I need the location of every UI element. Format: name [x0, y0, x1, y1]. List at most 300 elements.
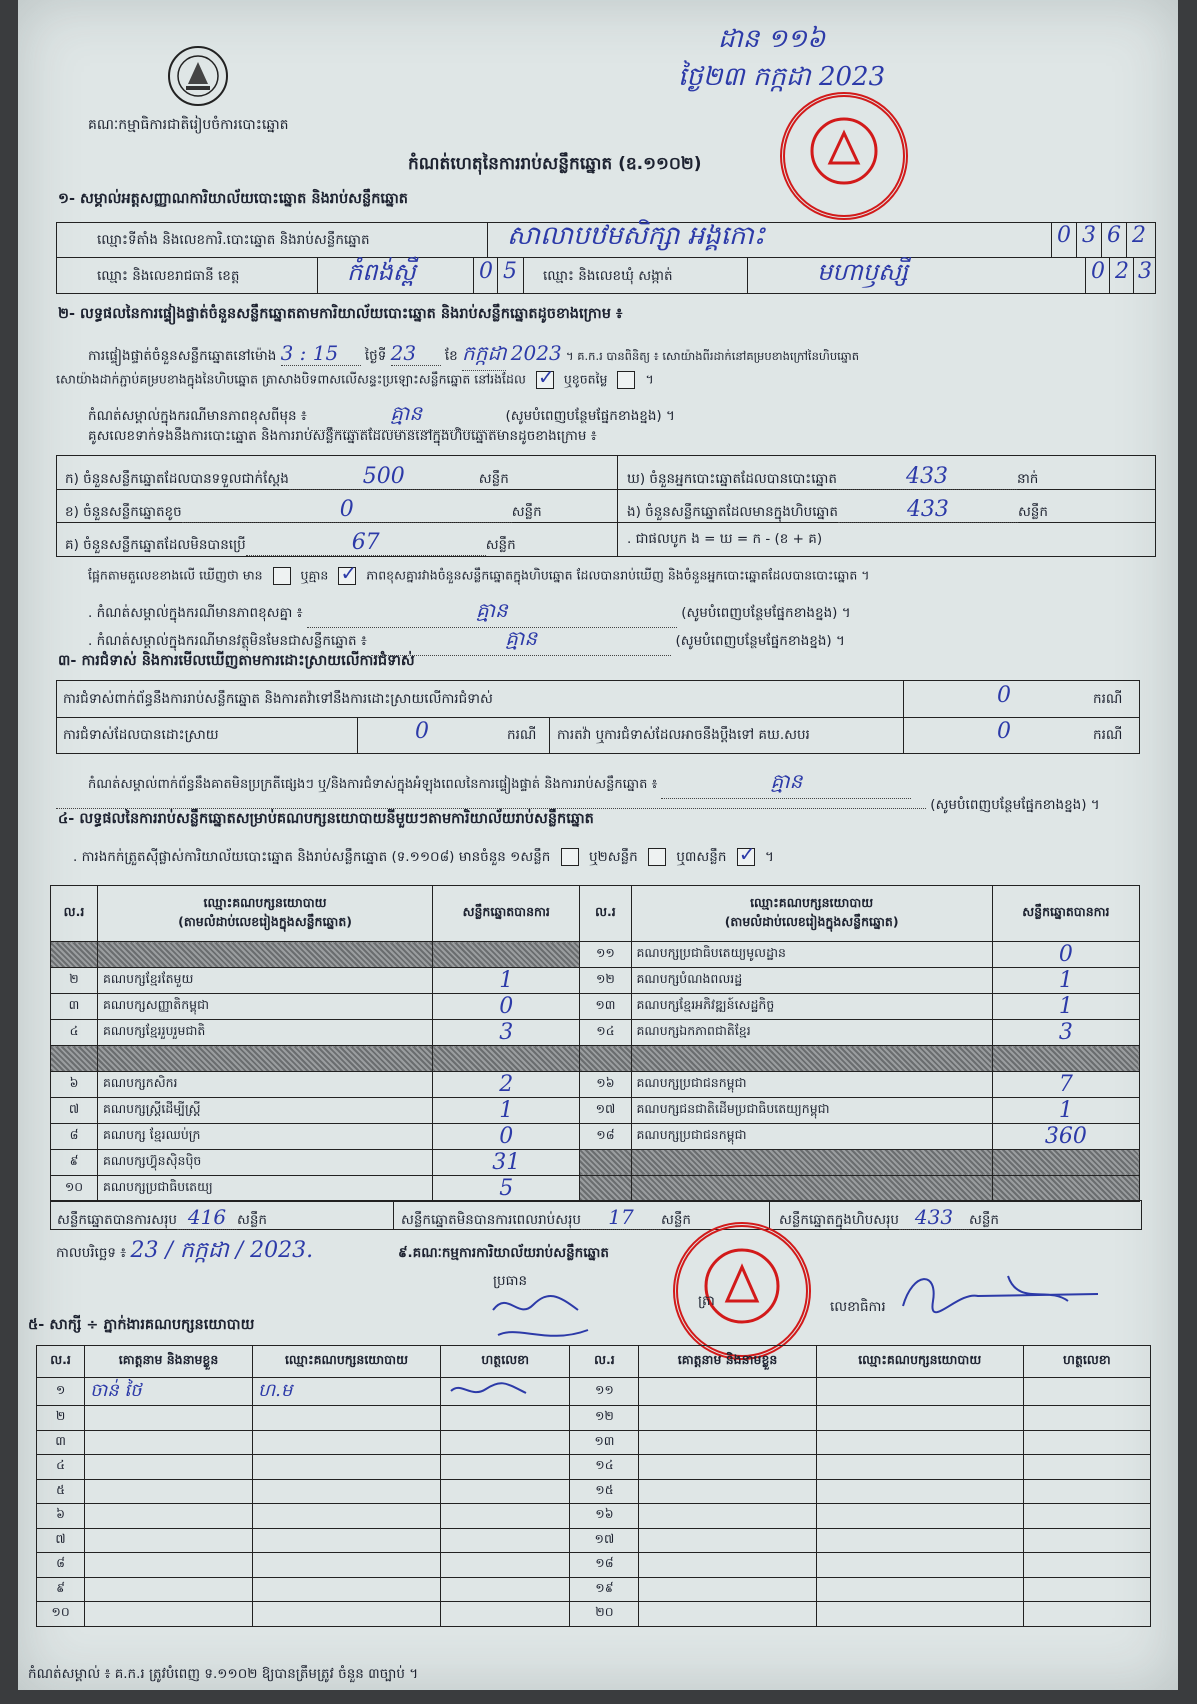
witness-name-cell[interactable]: [639, 1455, 816, 1480]
witness-no-cell: ១០: [37, 1602, 85, 1627]
party-votes-cell: 0: [433, 1123, 580, 1149]
total-in-box-label: សន្លឹកឆ្នោតក្នុងហិបសរុប: [779, 1212, 899, 1228]
witness-party-cell[interactable]: [816, 1528, 1023, 1553]
party-votes-cell: 31: [433, 1149, 580, 1175]
three-sheet-label: ឬ៣សន្លឹក: [676, 849, 727, 865]
discrepancy-yes-checkbox[interactable]: [273, 567, 291, 585]
foreign-object-label: . កំណត់សម្គាល់ក្នុងករណីមានវត្ថុមិនមែនជាសន្លឹកឆ្នោត ៖: [88, 633, 367, 649]
witness-no-cell: ១៤: [570, 1455, 639, 1480]
witness-name-cell[interactable]: [639, 1553, 816, 1578]
party-votes-cell: [992, 1175, 1139, 1201]
w-col-name-right: គោត្តនាម និងនាមខ្លួន: [639, 1346, 816, 1378]
witness-sign-cell[interactable]: [1023, 1479, 1150, 1504]
count-c-label: គ) ចំនួនសន្លឹកឆ្នោតដែលមិនបានប្រើ: [65, 537, 246, 553]
result-row: [51, 942, 1140, 968]
witness-row: [37, 1455, 1151, 1480]
verification-month: កក្កដា: [462, 340, 506, 371]
count-d-value: 433: [837, 464, 1017, 490]
seal-label: ត្រា: [698, 1293, 715, 1309]
party-no-cell: ១៣: [580, 994, 631, 1020]
witness-party-cell[interactable]: [816, 1406, 1023, 1431]
objection-total-label: ការជំទាស់ពាក់ព័ន្ធនឹងការរាប់សន្លឹកឆ្នោត និងការតវ៉ាទៅនឹងការដោះស្រាយលើការជំទាស់: [63, 691, 493, 707]
col-party-left-sub: (តាមលំដាប់លេខរៀងក្នុងសន្លឹកឆ្នោត): [178, 913, 352, 929]
two-sheet-checkbox[interactable]: [648, 848, 666, 866]
counting-committee-label: ៩.គណៈកម្មការការិយាល័យរាប់សន្លឹកឆ្នោត: [398, 1245, 609, 1261]
count-d: [627, 464, 1038, 490]
total-valid-value: 416: [177, 1205, 237, 1230]
party-votes-cell: 1: [433, 968, 580, 994]
count-e: [627, 497, 1048, 523]
w-col-sign-left: ហត្ថលេខា: [440, 1346, 569, 1378]
station-digit: 2: [1126, 223, 1151, 257]
witness-no-cell: ៥: [37, 1479, 85, 1504]
col-party-left: [97, 886, 432, 942]
difference-note: [88, 597, 851, 628]
witness-sign-cell[interactable]: [1023, 1378, 1150, 1406]
party-name-cell: គណបក្សប្រជាធិបតេយ្យ: [97, 1175, 432, 1201]
party-name-cell: គណបក្សជនជាតិដើមប្រជាធិបតេយ្យកម្ពុជា: [631, 1097, 992, 1123]
foreign-object-fill: (សូមបំពេញបន្ថែមផ្នែកខាងខ្នង) ។: [675, 633, 845, 649]
party-name-cell: គណបក្សប្រជាជនកម្ពុជា: [631, 1123, 992, 1149]
party-votes-cell: [992, 1149, 1139, 1175]
witness-no-cell: ១៧: [570, 1528, 639, 1553]
witness-row: [37, 1430, 1151, 1455]
witness-sign-cell: [440, 1378, 569, 1406]
received-note-line1: ដាន ១១៦: [718, 24, 826, 54]
count-c-unit: សន្លឹក: [485, 537, 516, 553]
commune-label: ឈ្មោះ និងលេខឃុំ សង្កាត់: [543, 268, 673, 284]
party-name-cell: [631, 1175, 992, 1201]
witness-sign-cell[interactable]: [1023, 1430, 1150, 1455]
witness-sign-cell[interactable]: [440, 1504, 569, 1529]
witness-name-cell[interactable]: [639, 1504, 816, 1529]
witness-no-cell: ១៥: [570, 1479, 639, 1504]
station-digit: 6: [1101, 223, 1126, 257]
count-formula: . ជាផលបូក ង = ឃ = ក - (ខ + គ): [627, 531, 823, 547]
results-table: [50, 885, 1140, 1202]
witness-party-cell[interactable]: [252, 1553, 440, 1578]
commune-digit: 2: [1115, 259, 1129, 284]
party-votes-cell: 1: [992, 1097, 1139, 1123]
official-seal-top: [780, 92, 908, 220]
section4-heading: ៤- លទ្ធផលនៃការរាប់សន្លឹកឆ្នោតសម្រាប់គណបក្សនយោបាយនីមួយៗតាមការិយាល័យរាប់សន្លឹកឆ្នោត: [58, 811, 594, 827]
objection-appeal-value: 0: [997, 719, 1011, 744]
royal-emblem-icon: [166, 44, 230, 108]
witness-row: [37, 1406, 1151, 1431]
col-party-left-title: ឈ្មោះគណបក្សនយោបាយ: [203, 894, 327, 910]
section3-heading: ៣- ការជំទាស់ និងការមើលឃើញតាមការដោះស្រាយលើការជំទាស់: [58, 653, 415, 669]
witness-name-cell[interactable]: [639, 1479, 816, 1504]
witness-name-cell[interactable]: [85, 1553, 253, 1578]
result-row: [51, 1046, 1140, 1072]
witness-party-cell[interactable]: [816, 1602, 1023, 1627]
witness-no-cell: ៣: [37, 1430, 85, 1455]
difference-note-fill: (សូមបំពេញបន្ថែមផ្នែកខាងខ្នង) ។: [681, 605, 851, 621]
damaged-checkbox[interactable]: [617, 371, 635, 389]
col-votes-left: សន្លឹកឆ្នោតបានការ: [433, 886, 580, 942]
witness-no-cell: ១៦: [570, 1504, 639, 1529]
count-e-unit: សន្លឹក: [1017, 504, 1048, 520]
col-party-right: [631, 886, 992, 942]
witness-party-cell[interactable]: [252, 1602, 440, 1627]
party-votes-cell: 0: [992, 942, 1139, 968]
party-name-cell: គណបក្សឯកភាពជាតិខ្មែរ: [631, 1020, 992, 1046]
witness-sign-cell[interactable]: [440, 1602, 569, 1627]
date-value: 23 / កក្កដា / 2023.: [130, 1238, 314, 1263]
total-in-box-value: 433: [899, 1205, 969, 1230]
witness-name-cell[interactable]: [85, 1455, 253, 1480]
w-col-no-left: ល.រ: [37, 1346, 85, 1378]
col-votes-right: សន្លឹកឆ្នោតបានការ: [992, 886, 1139, 942]
footer-note: កំណត់សម្គាល់ ៖ គ.ក.រ ត្រូវបំពេញ ទ.១១០២ ឱ្យបានត្រឹមត្រូវ ចំនួន ៣ច្បាប់ ។: [28, 1666, 419, 1682]
witness-row: [37, 1504, 1151, 1529]
witness-row: [37, 1577, 1151, 1602]
total-in-box: [779, 1205, 999, 1231]
total-invalid: [401, 1205, 691, 1231]
difference-note-label: . កំណត់សម្គាល់ក្នុងករណីមានភាពខុសគ្នា ៖: [88, 605, 303, 621]
committee-name: គណៈកម្មាធិការជាតិរៀបចំការបោះឆ្នោត: [88, 117, 289, 133]
witness-sign-cell[interactable]: [1023, 1504, 1150, 1529]
section5-heading: ៥- សាក្សី ÷ ភ្នាក់ងារគណបក្សនយោបាយ: [28, 1317, 255, 1333]
witness-name-cell[interactable]: [639, 1602, 816, 1627]
objection-resolved-unit: ករណី: [507, 727, 537, 743]
w-col-party-left: ឈ្មោះគណបក្សនយោបាយ: [252, 1346, 440, 1378]
total-invalid-value: 17: [581, 1205, 661, 1230]
witness-party-cell[interactable]: [816, 1577, 1023, 1602]
witness-no-cell: ១: [37, 1378, 85, 1406]
witness-no-cell: ១៨: [570, 1553, 639, 1578]
witness-party-cell[interactable]: [816, 1553, 1023, 1578]
party-name-cell: គណបក្សខ្មែរតែមួយ: [97, 968, 432, 994]
witness-party-cell[interactable]: [816, 1430, 1023, 1455]
section1-heading: ១- សម្គាល់អត្តសញ្ញាណការិយាល័យបោះឆ្នោត និងរាប់សន្លឹកឆ្នោត: [58, 191, 409, 207]
party-no-cell: ១០: [51, 1175, 98, 1201]
party-no-cell: [580, 1046, 631, 1072]
verification-month-label: ខែ: [444, 348, 458, 364]
objection-appeal-label: ការតវ៉ា ឬការជំទាស់ដែលអាចនឹងប្តឹងទៅ គឃ.សបរ: [557, 727, 810, 743]
three-sheet-checkbox[interactable]: [737, 848, 755, 866]
party-votes-cell: 360: [992, 1123, 1139, 1149]
irregularity-fill: (សូមបំពេញបន្ថែមផ្នែកខាងខ្នង) ។: [930, 797, 1100, 813]
count-c-value: 67: [246, 530, 486, 556]
objection-total-value: 0: [997, 683, 1011, 708]
witness-name-cell[interactable]: [639, 1378, 816, 1406]
irregularity-note: [88, 768, 911, 799]
count-b-label: ខ) ចំនួនសន្លឹកឆ្នោតខូច: [65, 504, 182, 520]
diff-note-label: កំណត់សម្គាល់ក្នុងករណីមានភាពខុសពីមុន ៖: [88, 408, 307, 424]
total-valid-label: សន្លឹកឆ្នោតបានការសរុប: [57, 1212, 177, 1228]
counts-intro: គូសលេខទាក់ទងនឹងការបោះឆ្នោត និងការរាប់សន្លឹកឆ្នោតដែលមាននៅក្នុងហិបឆ្នោតមានដូចខាងក្រោម ៖: [88, 428, 597, 444]
w-col-sign-right: ហត្ថលេខា: [1023, 1346, 1150, 1378]
secretary-signature: [898, 1266, 1108, 1325]
party-name-cell: គណបក្សសញ្ញាតិកម្ពុជា: [97, 994, 432, 1020]
discrepancy-line: [88, 567, 870, 587]
count-a-value: 500: [289, 464, 479, 490]
received-note-line2: ថ្ងៃ២៣ កក្កដា 2023: [678, 62, 886, 92]
party-no-cell: ៧: [51, 1097, 98, 1123]
result-row: [51, 1020, 1140, 1046]
witness-no-cell: ១១: [570, 1378, 639, 1406]
party-votes-cell: 3: [433, 1020, 580, 1046]
objections-box: [56, 680, 1140, 754]
objection-resolved-label: ការជំទាស់ដែលបានដោះស្រាយ: [63, 727, 219, 743]
party-name-cell: គណបក្សខ្មែរអភិវឌ្ឍន៍សេដ្ឋកិច្ច: [631, 994, 992, 1020]
party-no-cell: [580, 1149, 631, 1175]
verification-year: 2023: [510, 341, 562, 365]
witness-sign-cell[interactable]: [1023, 1602, 1150, 1627]
count-d-label: ឃ) ចំនួនអ្នកបោះឆ្នោតដែលបានបោះឆ្នោត: [627, 471, 837, 487]
copies-line: . ការងកក់ត្រួតស៊ីផ្លាស់ការិយាល័យបោះឆ្នោត និងរាប់សន្លឹកឆ្នោត (ទ.១១០៨) មានចំនួន ១សន្លឹក ឬ២សន្លឹក ឬ៣សន្លឹក ✓ ។: [73, 848, 774, 868]
witness-name-cell[interactable]: [639, 1406, 816, 1431]
party-votes-cell: 0: [433, 994, 580, 1020]
witness-name-cell[interactable]: [85, 1602, 253, 1627]
witness-name-cell[interactable]: [639, 1430, 816, 1455]
damaged-label: ឬខូចតម្លៃ: [563, 371, 608, 387]
party-name-cell: គណបក្សហ៊្វុនស៊ិនប៉ិច: [97, 1149, 432, 1175]
party-name-cell: គណបក្សបំណងពលរដ្ឋ: [631, 968, 992, 994]
witness-name-cell: ចាន់ ថៃ: [85, 1378, 253, 1406]
station-digit: 3: [1076, 223, 1101, 257]
party-name-cell: [631, 1149, 992, 1175]
col-no-left: ល.រ: [51, 886, 98, 942]
two-sheet-label: ឬ២សន្លឹក: [588, 849, 638, 865]
witness-sign-cell[interactable]: [440, 1479, 569, 1504]
witness-name-cell[interactable]: [85, 1430, 253, 1455]
discrepancy-label: ផ្អែកតាមតួលេខខាងលើ ឃើញថា មាន: [88, 567, 263, 583]
col-party-right-title: ឈ្មោះគណបក្សនយោបាយ: [750, 894, 874, 910]
total-valid: [57, 1205, 267, 1231]
result-row: [51, 1097, 1140, 1123]
form-title: កំណត់ហេតុនៃការរាប់សន្លឹកឆ្នោត (ឧ.១១០២): [408, 154, 702, 174]
copies-label: . ការងកក់ត្រួតស៊ីផ្លាស់ការិយាល័យបោះឆ្នោត និងរាប់សន្លឹកឆ្នោត (ទ.១១០៨) មានចំនួន ១សន្លឹក: [73, 849, 551, 865]
witness-sign-cell[interactable]: [1023, 1406, 1150, 1431]
witness-party-cell[interactable]: [252, 1455, 440, 1480]
w-col-name-left: គោត្តនាម និងនាមខ្លួន: [85, 1346, 253, 1378]
party-name-cell: [97, 942, 432, 968]
diff-note-fill: (សូមបំពេញបន្ថែមផ្នែកខាងខ្នង) ។: [505, 408, 675, 424]
party-no-cell: ៣: [51, 994, 98, 1020]
witness-no-cell: ៧: [37, 1528, 85, 1553]
party-votes-cell: [992, 1046, 1139, 1072]
witness-no-cell: ១៩: [570, 1577, 639, 1602]
party-no-cell: ៩: [51, 1149, 98, 1175]
count-a: [65, 464, 509, 490]
count-e-label: ង) ចំនួនសន្លឹកឆ្នោតដែលមានក្នុងហិបឆ្នោត: [627, 504, 838, 520]
party-name-cell: [631, 1046, 992, 1072]
party-name-cell: គណបក្សប្រជាជនកម្ពុជា: [631, 1071, 992, 1097]
party-no-cell: ២: [51, 968, 98, 994]
party-name-cell: គណបក្សកសិករ: [97, 1071, 432, 1097]
count-a-label: ក) ចំនួនសន្លឹកឆ្នោតដែលបានទទួលជាក់ស្តែង: [65, 471, 289, 487]
commune-value: មហាឫស្សី: [817, 258, 908, 286]
party-no-cell: ១១: [580, 942, 631, 968]
col-no-right: ល.រ: [580, 886, 631, 942]
section2-heading: ២- លទ្ធផលនៃការផ្ទៀងផ្ទាត់ចំនួនសន្លឹកឆ្នោតតាមការិយាល័យបោះឆ្នោត និងរាប់សន្លឹកឆ្នោតដូចខាងក្រោម ៖: [58, 306, 623, 322]
witness-sign-cell[interactable]: [1023, 1528, 1150, 1553]
party-no-cell: ៦: [51, 1071, 98, 1097]
chair-label: ប្រធាន: [493, 1273, 528, 1289]
result-row: [51, 994, 1140, 1020]
witness-party-cell[interactable]: [816, 1479, 1023, 1504]
province-digit: 0: [479, 259, 493, 284]
w-col-no-right: ល.រ: [570, 1346, 639, 1378]
count-b: [65, 497, 542, 523]
witness-name-cell[interactable]: [85, 1406, 253, 1431]
verification-line: [88, 340, 859, 371]
witness-sign-cell[interactable]: [440, 1455, 569, 1480]
result-row: [51, 1123, 1140, 1149]
count-a-unit: សន្លឹក: [478, 471, 509, 487]
party-name-cell: គណបក្ស ខ្មែរឈប់ក្រ: [97, 1123, 432, 1149]
official-seal-bottom: [673, 1222, 811, 1360]
witness-row: [37, 1602, 1151, 1627]
total-invalid-label: សន្លឹកឆ្នោតមិនបានការពេលរាប់សរុប: [401, 1212, 581, 1228]
diff-note-value: គ្មាន: [311, 400, 501, 431]
party-no-cell: [51, 942, 98, 968]
witness-party-cell[interactable]: [252, 1504, 440, 1529]
verification-day: 23: [391, 341, 441, 366]
totals-line: [50, 1200, 1142, 1230]
party-no-cell: ១៦: [580, 1071, 631, 1097]
witness-no-cell: ៤: [37, 1455, 85, 1480]
witness-party-cell[interactable]: [816, 1455, 1023, 1480]
witness-row: [37, 1553, 1151, 1578]
witness-name-cell[interactable]: [85, 1479, 253, 1504]
witness-row: [37, 1378, 1151, 1406]
verification-time: 3 : 15: [281, 341, 361, 366]
discrepancy-no-checkbox[interactable]: [338, 567, 356, 585]
province-digit: 5: [503, 259, 517, 284]
count-d-unit: នាក់: [1016, 471, 1039, 487]
col-party-right-sub: (តាមលំដាប់លេខរៀងក្នុងសន្លឹកឆ្នោត): [724, 913, 899, 929]
party-no-cell: ១៧: [580, 1097, 631, 1123]
party-votes-cell: 1: [992, 968, 1139, 994]
party-votes-cell: 2: [433, 1071, 580, 1097]
witness-sign-cell[interactable]: [440, 1577, 569, 1602]
party-votes-cell: 1: [433, 1097, 580, 1123]
objection-total-unit: ករណី: [1093, 691, 1123, 707]
count-b-unit: សន្លឹក: [511, 504, 542, 520]
province-value: កំពង់ស្ពឺ: [347, 258, 416, 286]
date-label: កាលបរិច្ឆេទ ៖: [56, 1245, 127, 1261]
witness-table: [36, 1345, 1151, 1627]
result-row: [51, 1149, 1140, 1175]
count-c: [65, 530, 516, 556]
count-b-value: 0: [182, 497, 512, 523]
irregularity-value: គ្មាន: [661, 768, 911, 799]
secretary-label: លេខាធិការ: [830, 1299, 886, 1315]
counts-box: [56, 455, 1156, 557]
commune-digit: 3: [1138, 259, 1152, 284]
total-valid-unit: សន្លឹក: [236, 1212, 267, 1228]
witness-name-cell[interactable]: [85, 1577, 253, 1602]
witness-sign-cell[interactable]: [1023, 1455, 1150, 1480]
witness-no-cell: ១២: [570, 1406, 639, 1431]
party-votes-cell: 5: [433, 1175, 580, 1201]
witness-name-cell[interactable]: [85, 1504, 253, 1529]
station-name-value: សាលាបឋមសិក្សា អង្គកោះ: [507, 221, 766, 251]
witness-party-cell[interactable]: [252, 1528, 440, 1553]
witness-name-cell[interactable]: [85, 1528, 253, 1553]
witness-party-cell[interactable]: [816, 1504, 1023, 1529]
w-col-party-right: ឈ្មោះគណបក្សនយោបាយ: [816, 1346, 1023, 1378]
party-votes-cell: 3: [992, 1020, 1139, 1046]
witness-sign-cell[interactable]: [440, 1553, 569, 1578]
party-no-cell: ១២: [580, 968, 631, 994]
party-name-cell: [97, 1046, 432, 1072]
witness-sign-cell[interactable]: [440, 1528, 569, 1553]
witness-no-cell: ៩: [37, 1577, 85, 1602]
province-label: ឈ្មោះ និងលេខរាជធានី ខេត្ត: [97, 268, 240, 284]
result-row: [51, 1071, 1140, 1097]
commune-digit: 0: [1091, 259, 1105, 284]
irregularity-label: កំណត់សម្គាល់ពាក់ព័ន្ធនឹងគាតមិនប្រក្រតីផ្សេងៗ ឬ/និងការជំទាស់ក្នុងអំឡុងពេលនៃការផ្ទៀងផ្ទាត់ និងការរាប់សន្លឹកឆ្នោត ៖: [88, 777, 658, 792]
witness-party-cell[interactable]: [252, 1577, 440, 1602]
objection-resolved-value: 0: [415, 719, 429, 744]
verification-day-label: ថ្ងៃទី: [364, 348, 387, 364]
station-digit: 0: [1051, 223, 1076, 257]
witness-party-cell: ហ.ម: [252, 1378, 440, 1406]
party-name-cell: គណបក្សស្ត្រីដើម្បីស្ត្រី: [97, 1097, 432, 1123]
witness-sign-cell[interactable]: [440, 1406, 569, 1431]
party-votes-cell: [433, 1046, 580, 1072]
seal-check-text: សោយ៉ាងដាក់ភ្ជាប់គម្របខាងក្នុងនៃហិបឆ្នោត ត្រាសាងបិទពាសលើសន្ទះប្រឡោះសន្លឹកឆ្នោត នៅរងដែល: [56, 371, 526, 387]
station-digits: [1051, 223, 1151, 257]
party-votes-cell: 7: [992, 1071, 1139, 1097]
party-votes-cell: [433, 942, 580, 968]
party-name-cell: គណបក្សប្រជាធិបតេយ្យមូលដ្ឋាន: [631, 942, 992, 968]
witness-party-cell[interactable]: [252, 1430, 440, 1455]
party-name-cell: គណបក្សខ្មែររួបរួមជាតិ: [97, 1020, 432, 1046]
party-no-cell: ៤: [51, 1020, 98, 1046]
party-no-cell: ១៨: [580, 1123, 631, 1149]
witness-row: [37, 1479, 1151, 1504]
party-no-cell: ៨: [51, 1123, 98, 1149]
intact-checkbox[interactable]: [536, 371, 554, 389]
witness-party-cell[interactable]: [252, 1479, 440, 1504]
party-no-cell: [51, 1046, 98, 1072]
witness-no-cell: ៨: [37, 1553, 85, 1578]
party-votes-cell: 1: [992, 994, 1139, 1020]
verification-time-label: ការផ្ទៀងផ្ទាត់ចំនួនសន្លឹកឆ្នោតនៅម៉ោង: [88, 348, 277, 364]
one-sheet-checkbox[interactable]: [561, 848, 579, 866]
witness-party-cell[interactable]: [816, 1378, 1023, 1406]
count-e-value: 433: [838, 497, 1018, 523]
difference-note-value: គ្មាន: [307, 597, 677, 628]
witness-no-cell: ២: [37, 1406, 85, 1431]
total-in-box-unit: សន្លឹក: [968, 1212, 999, 1228]
witness-party-cell[interactable]: [252, 1406, 440, 1431]
verification-line-end: ។ គ.ក.រ បានពិនិត្យ ៖ សោយ៉ាងពីរដាក់នៅគម្របខាងក្រៅនៃហិបឆ្នោត: [565, 349, 860, 363]
date-line: [56, 1236, 313, 1268]
discrepancy-or-label: ឬគ្មាន: [300, 567, 329, 583]
witness-sign-cell[interactable]: [440, 1430, 569, 1455]
witness-no-cell: ៦: [37, 1504, 85, 1529]
seal-check-line: សោយ៉ាងដាក់ភ្ជាប់គម្របខាងក្នុងនៃហិបឆ្នោត ត្រាសាងបិទពាសលើសន្ទះប្រឡោះសន្លឹកឆ្នោត នៅរងដែល ✓ ឬខូចតម្លៃ ។: [56, 371, 654, 391]
section1-box: [56, 222, 1156, 294]
witness-no-cell: ២០: [570, 1602, 639, 1627]
witness-sign-cell[interactable]: [1023, 1577, 1150, 1602]
total-invalid-unit: សន្លឹក: [660, 1212, 691, 1228]
witness-name-cell[interactable]: [639, 1528, 816, 1553]
party-no-cell: [580, 1175, 631, 1201]
form-sheet: [18, 0, 1178, 1690]
witness-sign-cell[interactable]: [1023, 1553, 1150, 1578]
party-no-cell: ១៤: [580, 1020, 631, 1046]
witness-name-cell[interactable]: [639, 1577, 816, 1602]
result-row: [51, 1175, 1140, 1201]
station-label: ឈ្មោះទីតាំង និងលេខការិ.បោះឆ្នោត និងរាប់សន្លឹកឆ្នោត: [97, 232, 370, 248]
